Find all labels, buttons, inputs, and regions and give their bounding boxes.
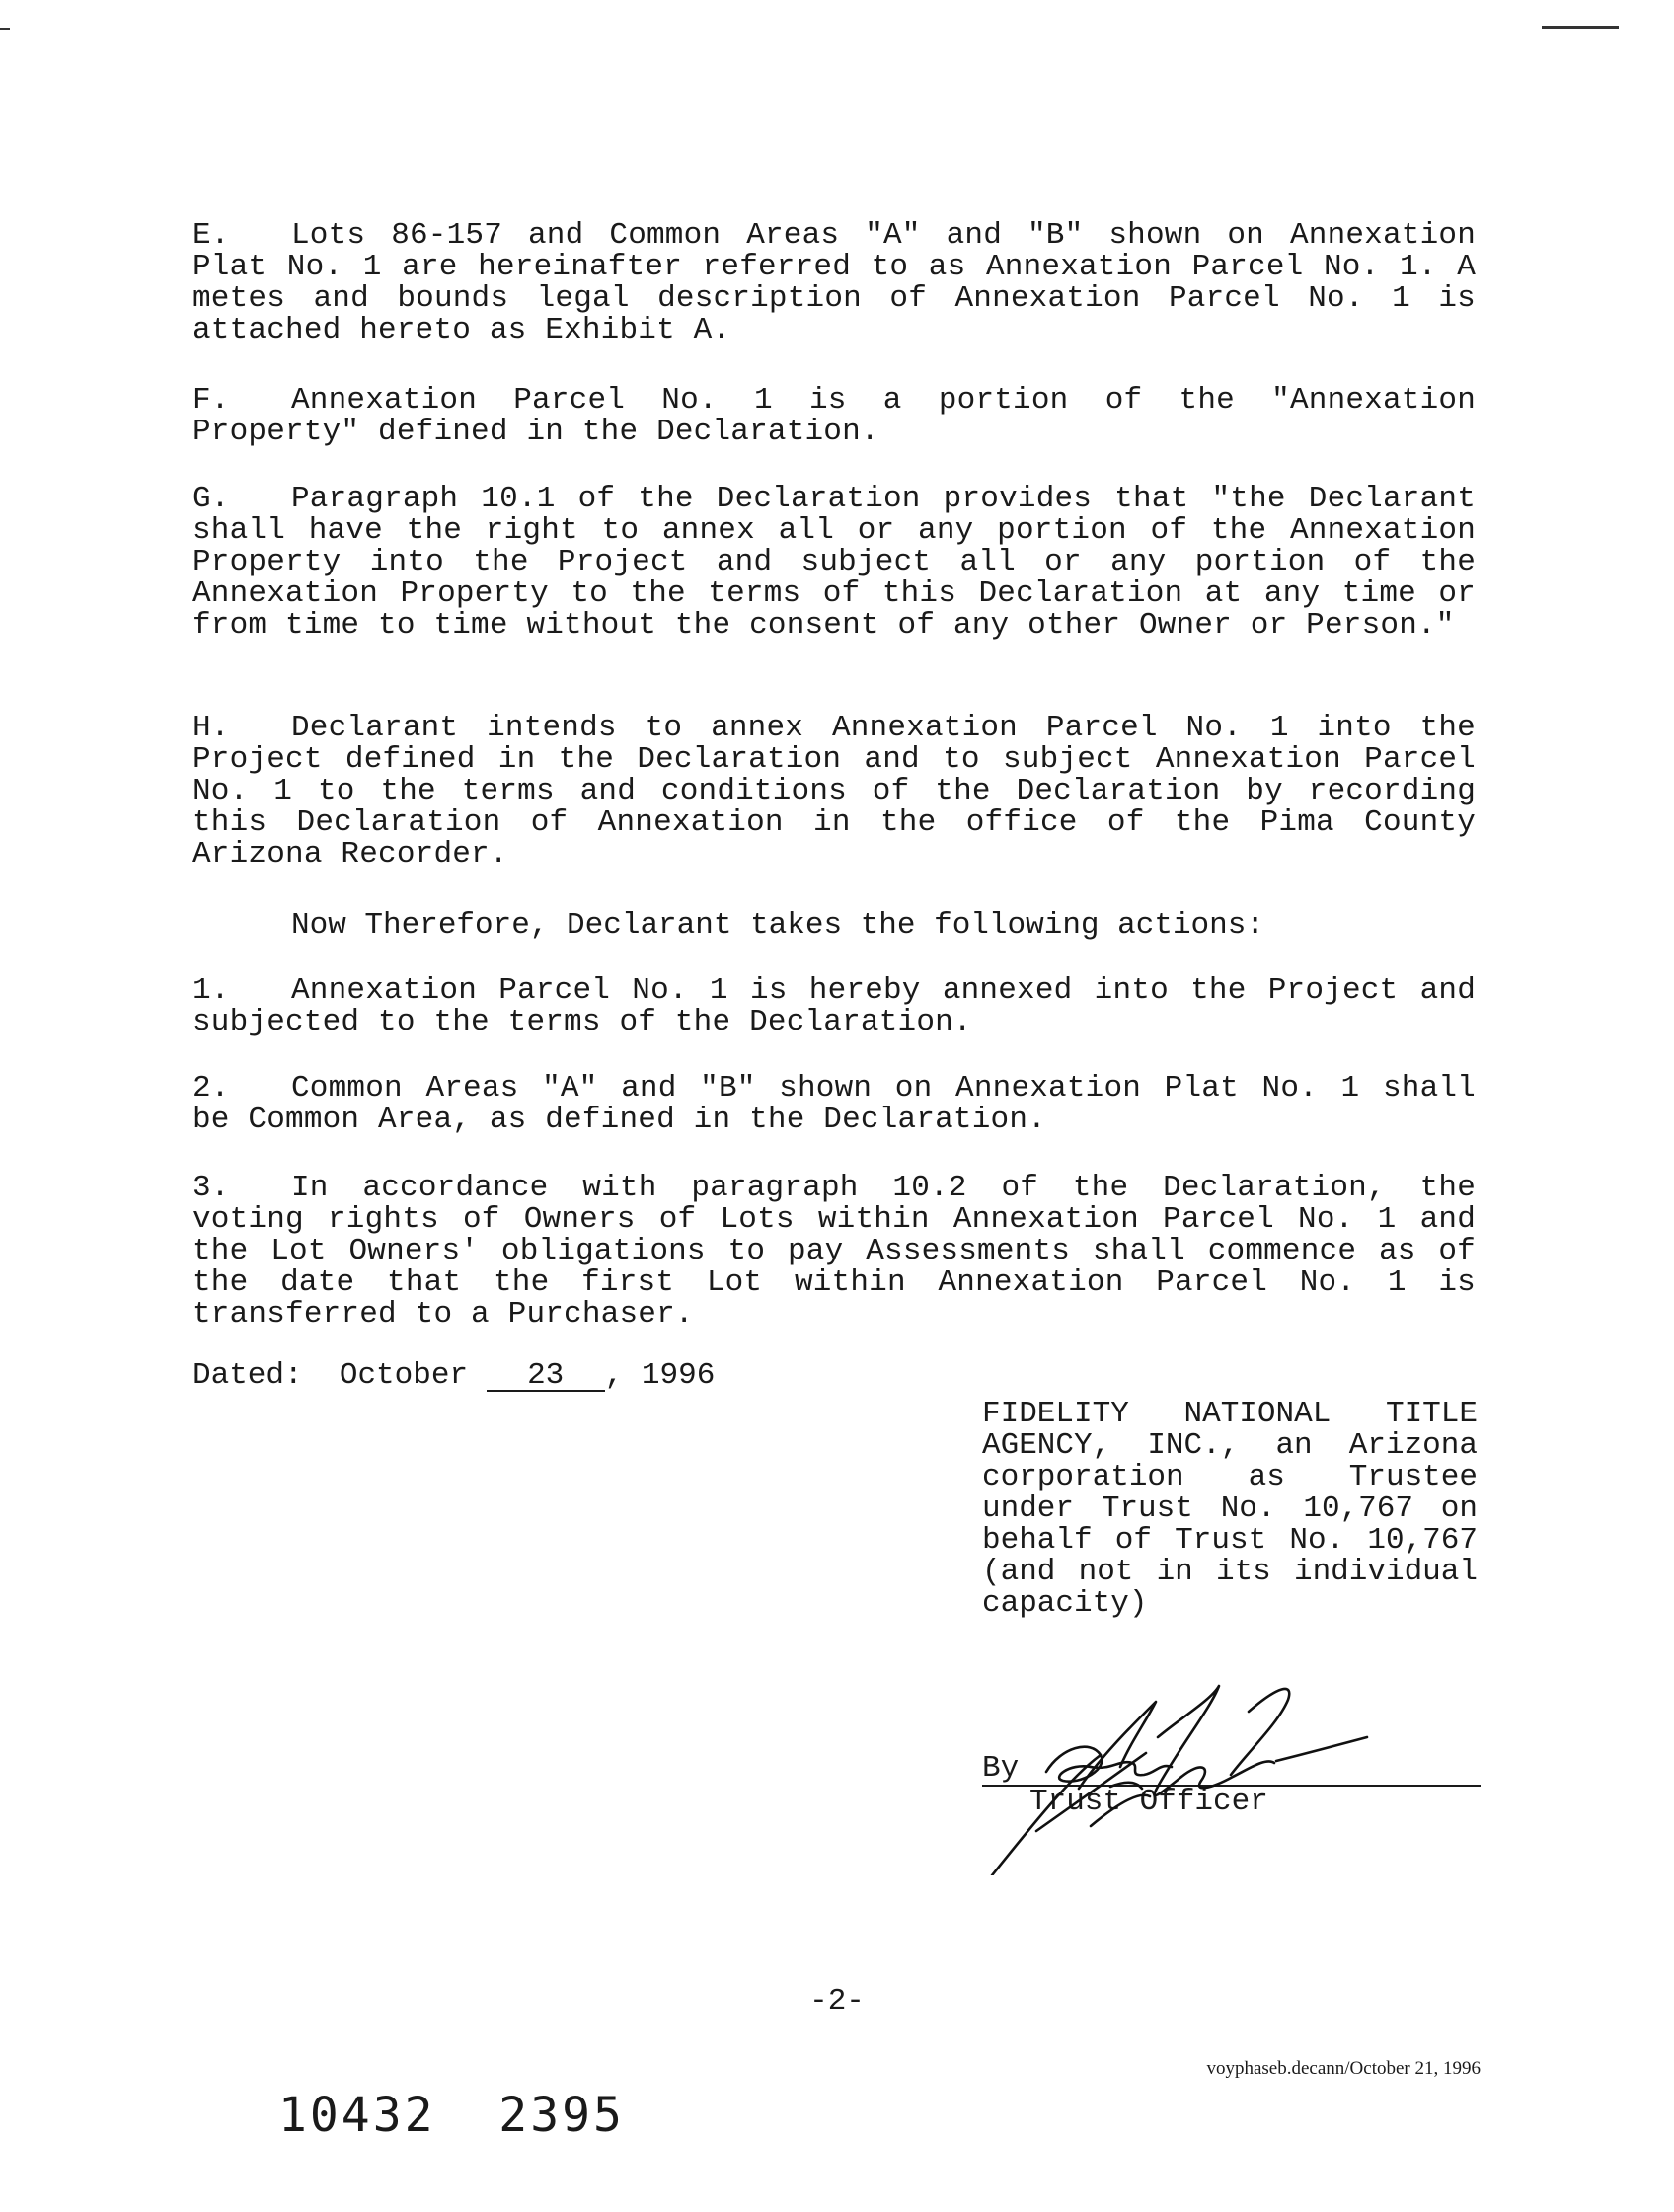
footer-file-reference: voyphaseb.decann/October 21, 1996 xyxy=(1206,2058,1481,2079)
action-3 xyxy=(192,1173,1476,1331)
signature-by-label: By xyxy=(982,1751,1020,1786)
dated-day: 23 xyxy=(487,1362,605,1392)
recital-e-text: Lots 86-157 and Common Areas "A" and "B" shown on Annexation Plat No. 1 are hereinafter referred to as Annexation Parcel No. 1. A metes and bounds legal description of Annexation Parcel No. 1 is attached hereto as Exhibit A. xyxy=(192,218,1476,347)
dated-line xyxy=(192,1360,715,1392)
recital-h xyxy=(192,713,1476,871)
action-3-label: 3. xyxy=(192,1171,230,1205)
recital-f-label: F. xyxy=(192,383,230,418)
recording-page: 2395 xyxy=(498,2088,625,2143)
signature-block xyxy=(982,1678,1485,1875)
recital-e xyxy=(192,220,1476,346)
action-1 xyxy=(192,975,1476,1038)
recital-f xyxy=(192,385,1476,448)
action-2 xyxy=(192,1073,1476,1136)
recording-book: 10432 xyxy=(278,2088,436,2143)
recital-g xyxy=(192,484,1476,642)
dated-label: Dated: xyxy=(192,1358,303,1393)
recital-h-text: Declarant intends to annex Annexation Parcel No. 1 into the Project defined in the Declaration and to subject Annexation Parcel No. 1 to the terms and conditions of the Declaration by recording this Declaration of Annexation in the office of the Pima County Arizona Recorder. xyxy=(192,711,1476,872)
action-1-text: Annexation Parcel No. 1 is hereby annexed into the Project and subjected to the terms of the Declaration. xyxy=(192,973,1476,1039)
dated-month: October xyxy=(339,1358,469,1393)
handwritten-signature xyxy=(952,1678,1426,1875)
action-2-label: 2. xyxy=(192,1071,230,1106)
action-1-label: 1. xyxy=(192,973,230,1008)
now-therefore-statement: Now Therefore, Declarant takes the following actions: xyxy=(291,908,1264,943)
recital-h-label: H. xyxy=(192,711,230,745)
recital-g-label: G. xyxy=(192,482,230,516)
recital-g-text: Paragraph 10.1 of the Declaration provides that "the Declarant shall have the right to annex all or any portion of the Annexation Property into the Project and subject all or any portion of the Annexation Property to the terms of this Declaration at any time or from time to time without the consent of any other Owner or Person." xyxy=(192,482,1476,643)
recital-e-label: E. xyxy=(192,218,230,253)
trustee-block: FIDELITY NATIONAL TITLE AGENCY, INC., an Arizona corporation as Trustee under Trust No. 10,767 on behalf of Trust No. 10,767 (and not in its individual capacity) xyxy=(982,1397,1478,1621)
action-2-text: Common Areas "A" and "B" shown on Annexation Plat No. 1 shall be Common Area, as defined in the Declaration. xyxy=(192,1071,1476,1137)
scan-mark-top-left xyxy=(0,28,10,30)
action-3-text: In accordance with paragraph 10.2 of the Declaration, the voting rights of Owners of Lots within Annexation Parcel No. 1 and the Lot Owners' obligations to pay Assessments shall commence as of the date that the first Lot within Annexation Parcel No. 1 is transferred to a Purchaser. xyxy=(192,1171,1476,1332)
scan-mark-top-right xyxy=(1542,26,1619,29)
page-number: -2- xyxy=(809,1984,865,2019)
recital-f-text: Annexation Parcel No. 1 is a portion of the "Annexation Property" defined in the Declaration. xyxy=(192,383,1476,449)
recording-number xyxy=(278,2088,625,2143)
signature-title: Trust Officer xyxy=(1029,1785,1268,1819)
dated-year: , 1996 xyxy=(604,1358,716,1393)
